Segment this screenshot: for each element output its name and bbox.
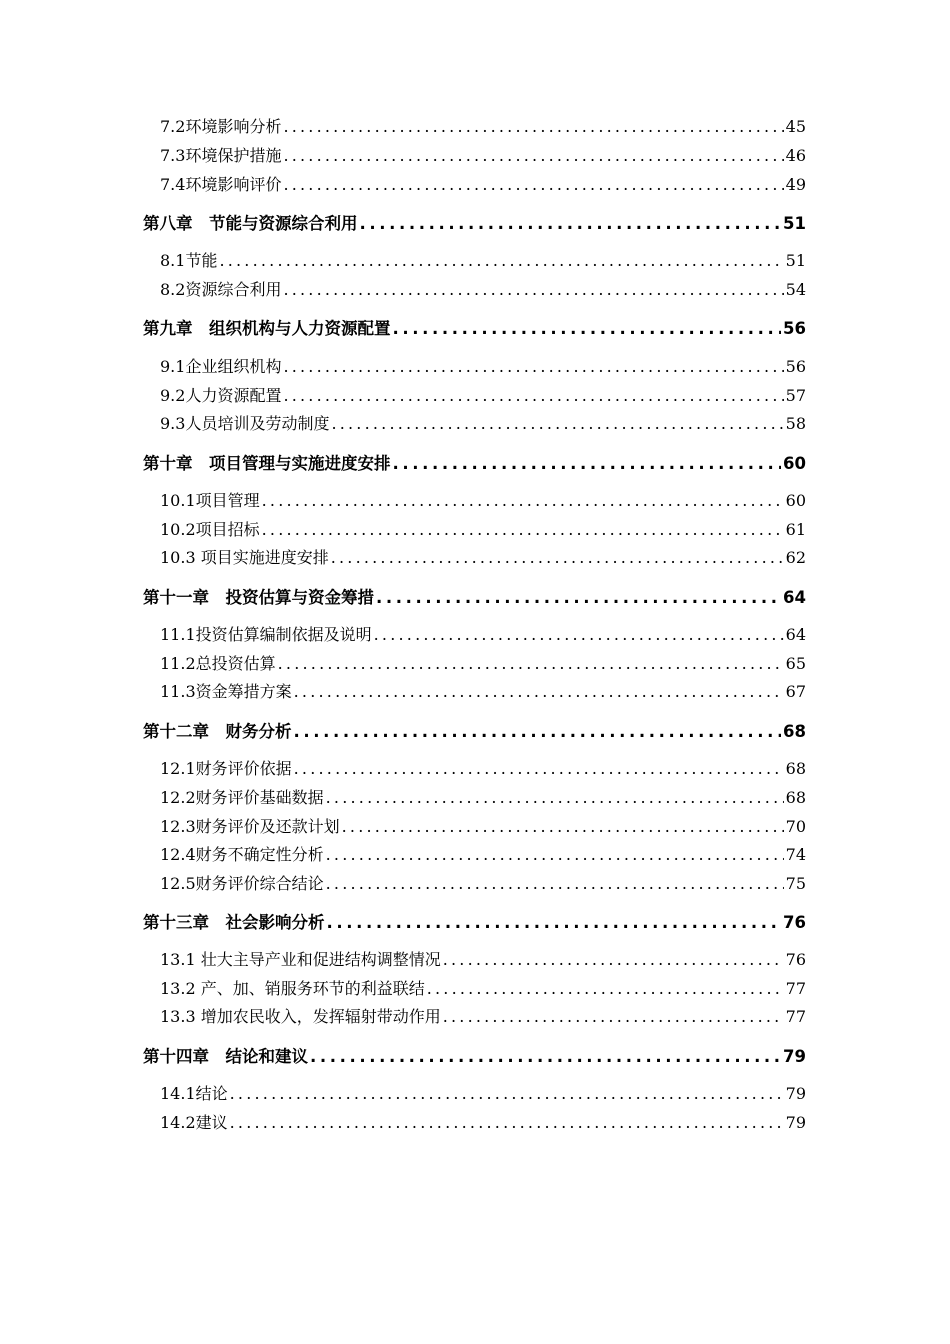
toc-leader-dots — [331, 414, 783, 433]
toc-leader-dots — [294, 682, 784, 701]
toc-page-number: 68 — [785, 759, 806, 778]
toc-entry-12-4[interactable] — [160, 842, 806, 865]
toc-entry-title: 11.2总投资估算 — [160, 654, 276, 673]
toc-leader-dots — [443, 950, 784, 969]
toc-entry-title: 14.2建议 — [160, 1113, 228, 1132]
toc-chapter-title: 第八章 节能与资源综合利用 — [143, 214, 358, 233]
toc-page-number: 62 — [785, 548, 806, 567]
toc-page-number: 70 — [785, 817, 806, 836]
toc-page-number: 65 — [785, 654, 806, 673]
toc-entry-title: 8.1节能 — [160, 251, 218, 270]
toc-page-number: 51 — [785, 251, 806, 270]
toc-chapter-14[interactable] — [143, 1043, 806, 1067]
toc-entry-7-3[interactable] — [160, 143, 806, 166]
toc-page-number: 57 — [785, 386, 806, 405]
toc-page-number: 76 — [783, 913, 806, 932]
toc-entry-13-1[interactable] — [160, 947, 806, 970]
toc-leader-dots — [374, 625, 784, 644]
toc-leader-dots — [427, 979, 784, 998]
toc-entry-10-3[interactable] — [160, 545, 806, 568]
toc-entry-title: 8.2资源综合利用 — [160, 280, 282, 299]
toc-page-number: 79 — [785, 1113, 806, 1132]
toc-chapter-9[interactable] — [143, 315, 806, 339]
toc-page-number: 68 — [785, 788, 806, 807]
toc-entry-title: 9.1企业组织机构 — [160, 357, 282, 376]
toc-entry-9-3[interactable] — [160, 411, 806, 434]
toc-entry-title: 12.5财务评价综合结论 — [160, 874, 324, 893]
toc-page-number: 77 — [785, 979, 806, 998]
toc-entry-title: 11.3资金筹措方案 — [160, 682, 292, 701]
toc-chapter-title: 第十章 项目管理与实施进度安排 — [143, 454, 391, 473]
toc-leader-dots — [393, 454, 782, 473]
toc-leader-dots — [278, 654, 784, 673]
toc-leader-dots — [230, 1113, 784, 1132]
toc-entry-title: 12.4财务不确定性分析 — [160, 845, 324, 864]
toc-leader-dots — [294, 759, 784, 778]
toc-entry-13-3[interactable] — [160, 1004, 806, 1027]
toc-leader-dots — [283, 175, 783, 194]
toc-leader-dots — [262, 491, 784, 510]
toc-entry-title: 14.1结论 — [160, 1084, 228, 1103]
toc-page-number: 54 — [785, 280, 806, 299]
toc-entry-title: 13.3 增加农民收入，发挥辐射带动作用 — [160, 1007, 441, 1026]
toc-entry-10-2[interactable] — [160, 517, 806, 540]
toc-leader-dots — [219, 251, 783, 270]
toc-leader-dots — [327, 913, 782, 932]
toc-entry-7-2[interactable] — [160, 114, 806, 137]
toc-entry-7-4[interactable] — [160, 172, 806, 195]
toc-page-number: 46 — [785, 146, 806, 165]
toc-entry-title: 10.1项目管理 — [160, 491, 260, 510]
toc-entry-13-2[interactable] — [160, 976, 806, 999]
toc-page-number: 75 — [785, 874, 806, 893]
toc-entry-12-1[interactable] — [160, 756, 806, 779]
toc-entry-12-5[interactable] — [160, 871, 806, 894]
toc-page-number: 56 — [785, 357, 806, 376]
toc-entry-title: 12.2财务评价基础数据 — [160, 788, 324, 807]
toc-page-number: 58 — [785, 414, 806, 433]
toc-entry-title: 10.3 项目实施进度安排 — [160, 548, 329, 567]
toc-entry-title: 10.2项目招标 — [160, 520, 260, 539]
toc-chapter-title: 第十一章 投资估算与资金筹措 — [143, 588, 374, 607]
toc-leader-dots — [326, 874, 784, 893]
toc-page-number: 64 — [785, 625, 806, 644]
toc-page-number: 79 — [785, 1084, 806, 1103]
toc-entry-9-1[interactable] — [160, 354, 806, 377]
toc-leader-dots — [331, 548, 784, 567]
toc-leader-dots — [360, 214, 782, 233]
toc-entry-12-3[interactable] — [160, 814, 806, 837]
toc-entry-title: 7.2环境影响分析 — [160, 117, 282, 136]
toc-chapter-12[interactable] — [143, 718, 806, 742]
toc-page-number: 45 — [785, 117, 806, 136]
toc-entry-title: 9.3人员培训及劳动制度 — [160, 414, 330, 433]
toc-page-number: 79 — [783, 1047, 806, 1066]
toc-leader-dots — [326, 845, 784, 864]
toc-entry-9-2[interactable] — [160, 383, 806, 406]
toc-leader-dots — [230, 1084, 784, 1103]
toc-entry-title: 13.2 产、加、销服务环节的利益联结 — [160, 979, 425, 998]
toc-leader-dots — [262, 520, 784, 539]
toc-leader-dots — [283, 357, 783, 376]
toc-page-number: 76 — [785, 950, 806, 969]
toc-entry-11-1[interactable] — [160, 622, 806, 645]
toc-entry-12-2[interactable] — [160, 785, 806, 808]
toc-entry-title: 13.1 壮大主导产业和促进结构调整情况 — [160, 950, 441, 969]
toc-chapter-10[interactable] — [143, 450, 806, 474]
toc-leader-dots — [326, 788, 784, 807]
toc-page-number: 61 — [785, 520, 806, 539]
toc-leader-dots — [283, 386, 783, 405]
toc-chapter-11[interactable] — [143, 584, 806, 608]
toc-leader-dots — [283, 117, 783, 136]
toc-page-number: 64 — [783, 588, 806, 607]
toc-entry-11-2[interactable] — [160, 651, 806, 674]
toc-page-number: 51 — [783, 214, 806, 233]
toc-entry-8-1[interactable] — [160, 248, 806, 271]
toc-leader-dots — [283, 146, 783, 165]
toc-page-number: 49 — [785, 175, 806, 194]
toc-chapter-8[interactable] — [143, 210, 806, 234]
toc-page-number: 77 — [785, 1007, 806, 1026]
toc-entry-title: 9.2人力资源配置 — [160, 386, 282, 405]
toc-entry-14-2[interactable] — [160, 1110, 806, 1133]
toc-page-number: 67 — [785, 682, 806, 701]
toc-chapter-title: 第十四章 结论和建议 — [143, 1047, 308, 1066]
toc-leader-dots — [294, 722, 782, 741]
toc-entry-8-2[interactable] — [160, 277, 806, 300]
toc-entry-title: 7.4环境影响评价 — [160, 175, 282, 194]
toc-chapter-title: 第十三章 社会影响分析 — [143, 913, 325, 932]
toc-leader-dots — [376, 588, 781, 607]
toc-entry-14-1[interactable] — [160, 1081, 806, 1104]
toc-page-number: 74 — [785, 845, 806, 864]
toc-page-number: 68 — [783, 722, 806, 741]
toc-entry-11-3[interactable] — [160, 679, 806, 702]
toc-entry-10-1[interactable] — [160, 488, 806, 511]
toc-leader-dots — [283, 280, 783, 299]
toc-chapter-title: 第九章 组织机构与人力资源配置 — [143, 319, 391, 338]
toc-entry-title: 12.3财务评价及还款计划 — [160, 817, 340, 836]
toc-entry-title: 7.3环境保护措施 — [160, 146, 282, 165]
toc-leader-dots — [342, 817, 784, 836]
toc-chapter-title: 第十二章 财务分析 — [143, 722, 292, 741]
toc-entry-title: 12.1财务评价依据 — [160, 759, 292, 778]
toc-leader-dots — [393, 319, 782, 338]
toc-entry-title: 11.1投资估算编制依据及说明 — [160, 625, 372, 644]
toc-chapter-13[interactable] — [143, 909, 806, 933]
toc-leader-dots — [443, 1007, 784, 1026]
toc-page-number: 60 — [785, 491, 806, 510]
toc-page-number: 56 — [783, 319, 806, 338]
toc-leader-dots — [310, 1047, 781, 1066]
toc-page-number: 60 — [783, 454, 806, 473]
